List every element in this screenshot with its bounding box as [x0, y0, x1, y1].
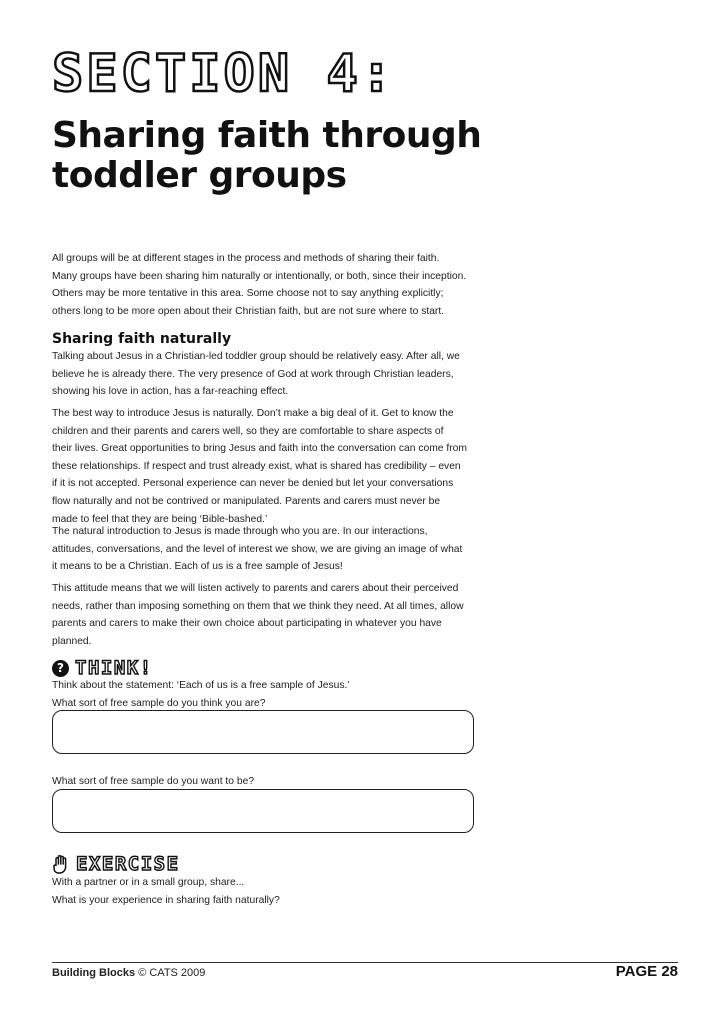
text-line: planned. — [52, 635, 92, 647]
text-line: others long to be more open about their Christian faith, but are not sure where to start. — [52, 305, 445, 317]
text-line: if it is not accepted. Personal experience can never be denied but let your conversations — [52, 478, 454, 490]
document-page — [52, 0, 678, 1030]
text-line: believe he is already there. The very presence of God at work through Christian leaders, — [52, 368, 454, 380]
text-line: these relationships. If respect and trust already exist, what is shared has credibility – even — [52, 460, 461, 472]
page-title — [52, 116, 512, 196]
text-line: What is your experience in sharing faith naturally? — [52, 894, 280, 906]
footer-credit — [52, 966, 205, 980]
text-line: The natural introduction to Jesus is made through who you are. In our interactions, — [52, 526, 428, 537]
text-line: Talking about Jesus in a Christian-led toddler group should be relatively easy. After all, we — [52, 351, 460, 362]
footer-copyright: © CATS 2009 — [138, 967, 206, 979]
page-number: PAGE 28 — [615, 963, 678, 980]
text-line: Others may be more tentative in this area. Some choose not to say anything explicitly; — [52, 288, 444, 300]
text-line: it means to be a Christian. Each of us is a free sample of Jesus! — [52, 561, 343, 573]
title-line: toddler groups — [52, 155, 347, 196]
text-line: parents and carers to make their own choice about participating in whatever you have — [52, 618, 442, 630]
text-line: Many groups have been sharing him naturally or intentionally, or both, since their inception. — [52, 270, 467, 282]
text-line: With a partner or in a small group, share... — [52, 877, 245, 888]
think-question-2 — [52, 773, 482, 791]
text-line: made to feel that they are being ‘Bible-bashed.’ — [52, 513, 268, 525]
think-label — [52, 657, 153, 679]
answer-box-think[interactable] — [52, 710, 474, 754]
section-number-heading: SECTION 4: — [52, 44, 396, 104]
text-line: their lives. Great opportunities to bring Jesus and faith into the conversation can come from — [52, 443, 467, 455]
title-line: Sharing faith through — [52, 115, 482, 156]
hand-icon — [52, 854, 70, 874]
text-line: Think about the statement: ‘Each of us is a free sample of Jesus.’ — [52, 680, 350, 691]
sharing-paragraph-3 — [52, 523, 482, 576]
text-line: children and their parents and carers well, so they are comfortable to share aspects of — [52, 425, 444, 437]
sharing-paragraph-1 — [52, 348, 482, 401]
text-line: What sort of free sample do you think you are? — [52, 697, 266, 709]
question-icon: ? — [52, 660, 69, 677]
answer-box-want[interactable] — [52, 789, 474, 833]
text-line: All groups will be at different stages in the process and methods of sharing their faith. — [52, 253, 440, 264]
intro-paragraph — [52, 250, 482, 320]
text-line: What sort of free sample do you want to be? — [52, 776, 255, 787]
text-line: flow naturally and not be contrived or manipulated. Parents and carers must never be — [52, 495, 441, 507]
footer-divider — [52, 962, 678, 963]
sharing-paragraph-4 — [52, 580, 482, 650]
sharing-heading: Sharing faith naturally — [52, 331, 232, 347]
footer-brand: Building Blocks — [52, 967, 136, 979]
text-line: showing his love in action, has a far-reaching effect. — [52, 386, 289, 398]
text-line: attitudes, conversations, and the level of interest we show, we are giving an image of what — [52, 543, 463, 555]
text-line: needs, rather than imposing something on them that we think they need. At all times, allow — [52, 600, 464, 612]
exercise-prompt — [52, 874, 482, 909]
text-line: The best way to introduce Jesus is naturally. Don’t make a big deal of it. Get to know the — [52, 408, 454, 419]
text-line: This attitude means that we will listen actively to parents and carers about their perceived — [52, 583, 459, 594]
sharing-paragraph-2 — [52, 405, 482, 528]
think-label-text: THINK! — [75, 657, 153, 679]
exercise-label-text: EXERCISE — [76, 853, 180, 875]
exercise-label — [52, 853, 180, 875]
think-prompt — [52, 677, 482, 712]
